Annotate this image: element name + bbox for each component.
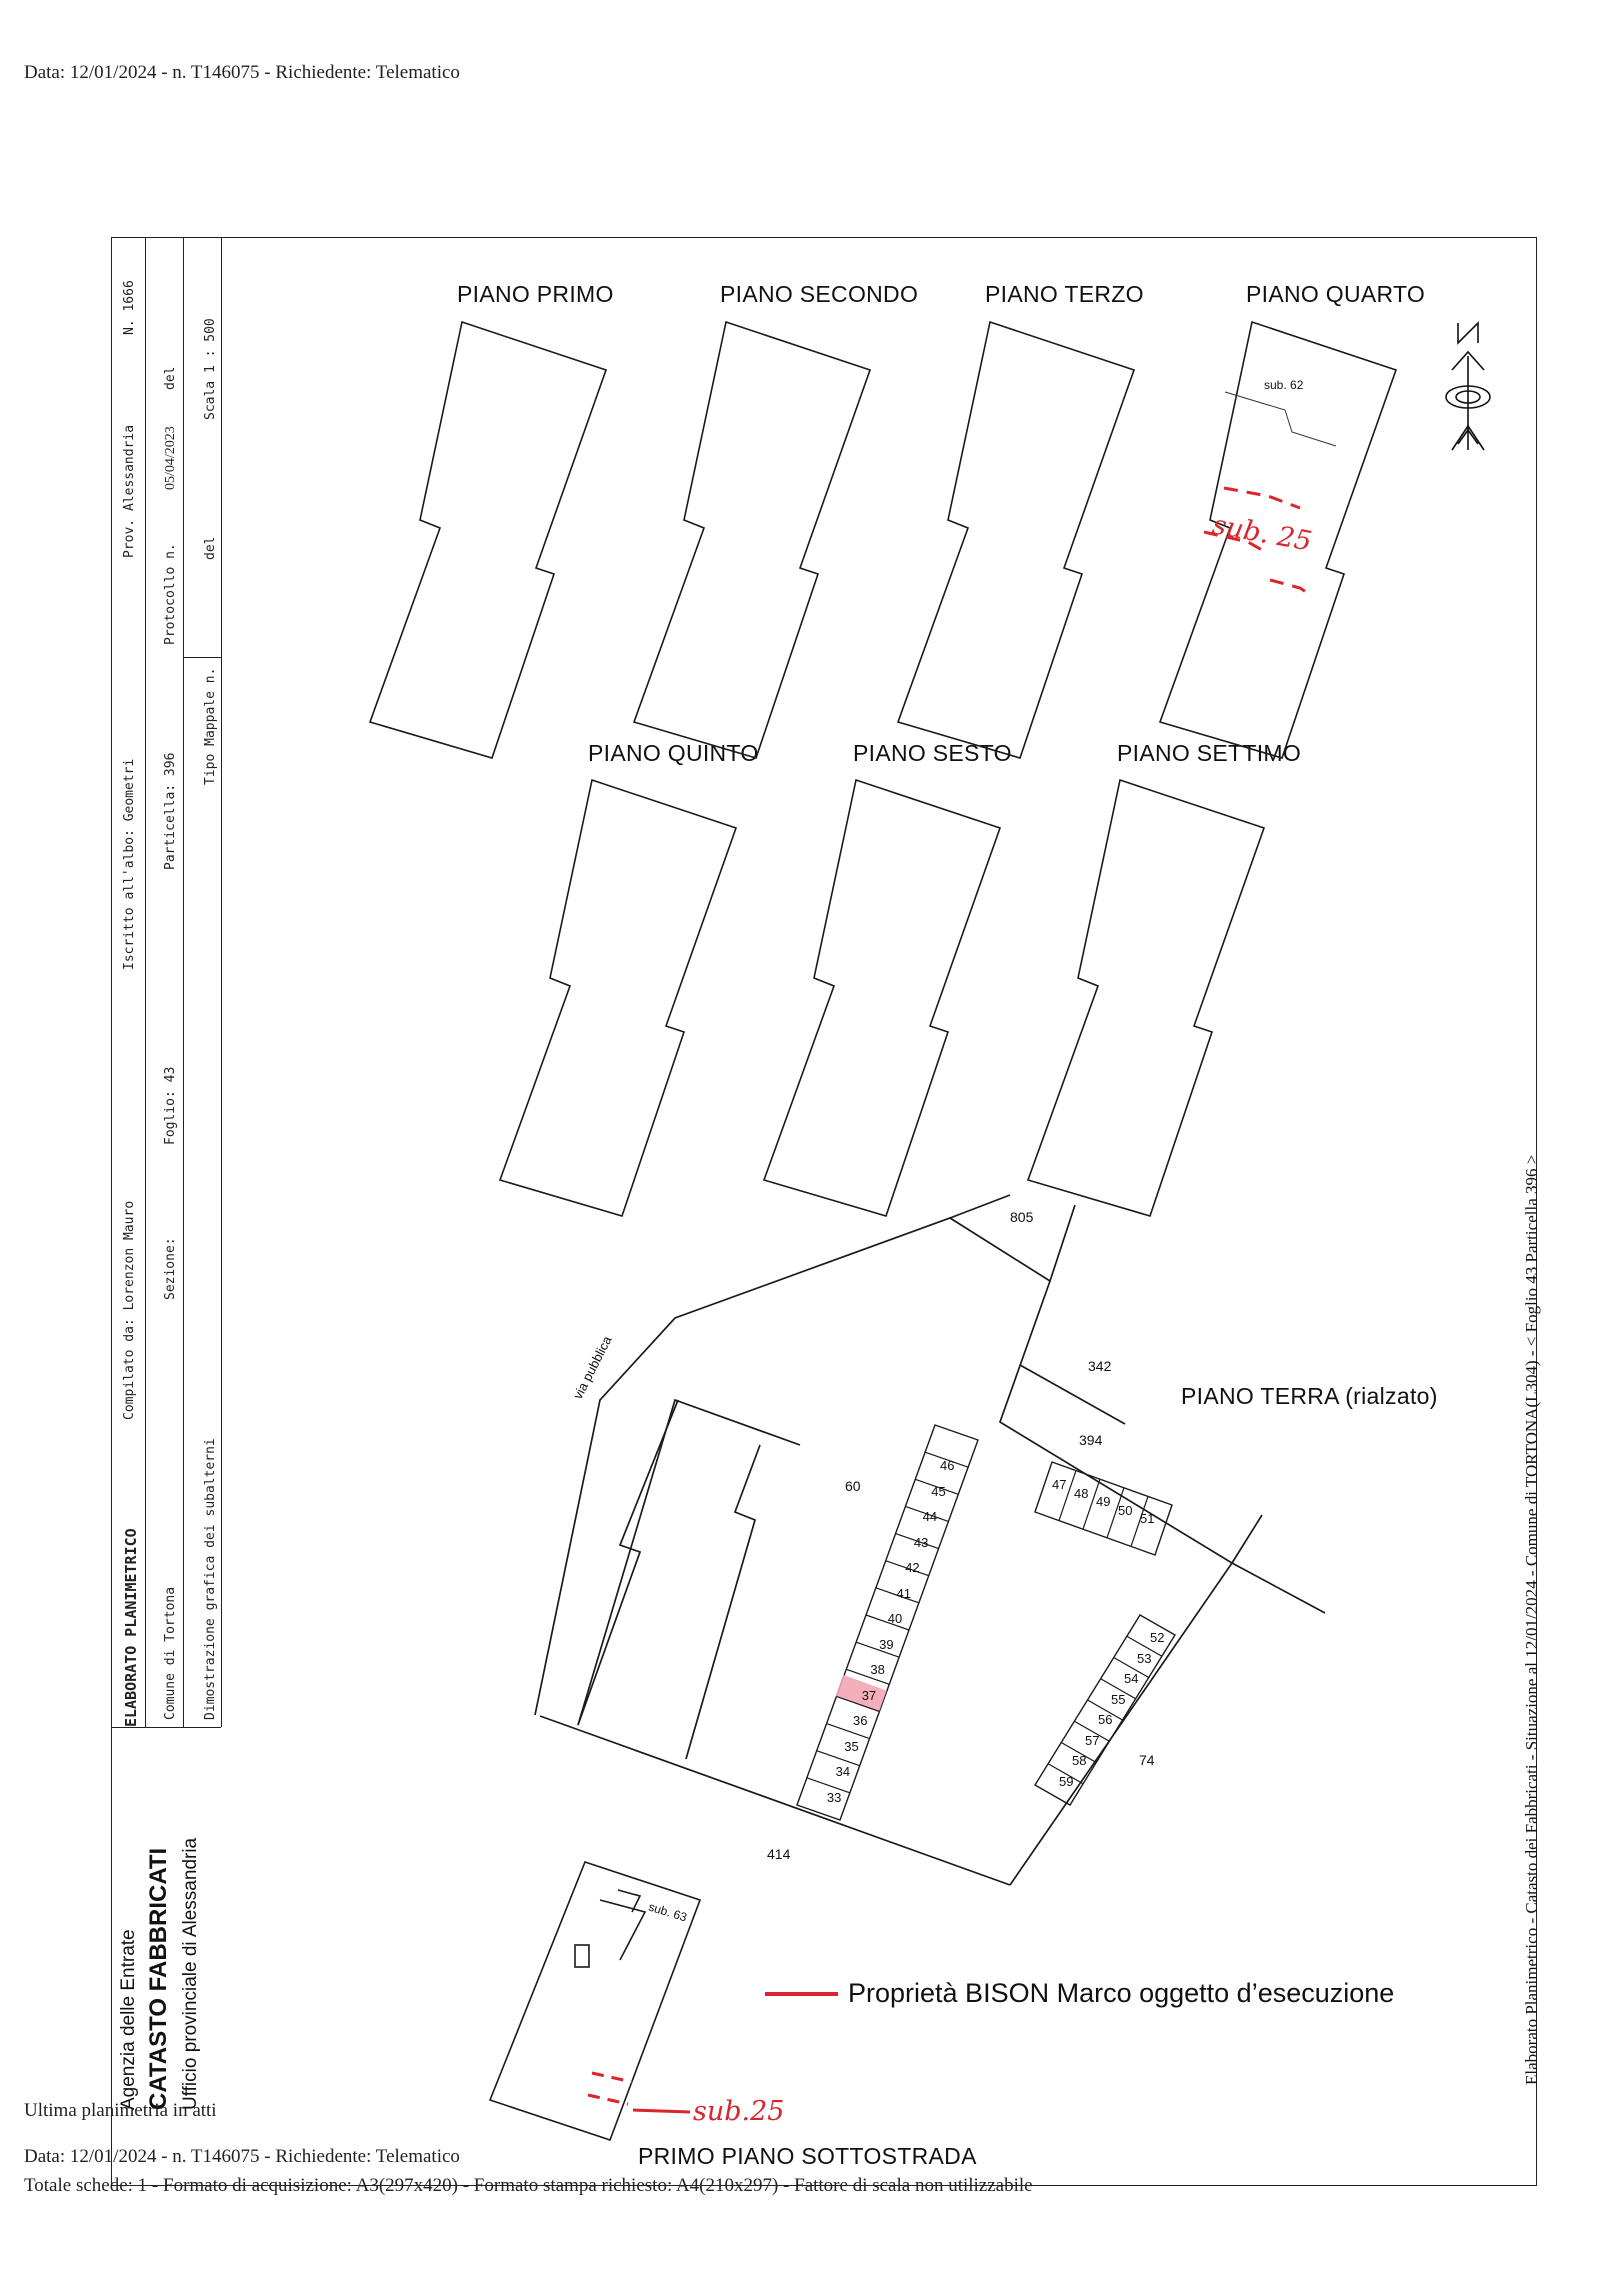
parcel-342: 342	[1088, 1358, 1112, 1374]
floor-title-terra: PIANO TERRA (rialzato)	[1181, 1383, 1438, 1409]
parcel-805: 805	[1010, 1209, 1034, 1225]
agency-line-3: Ufficio provinciale di Alessandria	[180, 1837, 201, 2110]
strip-title: ELABORATO PLANIMETRICO	[122, 1528, 140, 1727]
parcel-394: 394	[1079, 1432, 1103, 1448]
strip-description: Dimostrazione grafica dei subalterni	[203, 1438, 218, 1720]
floor-title-primo: PIANO PRIMO	[457, 281, 614, 307]
floor-title-secondo: PIANO SECONDO	[720, 281, 919, 307]
building-piano-primo	[370, 322, 606, 758]
right-garage-59: 59	[1059, 1773, 1074, 1789]
building-piano-terzo	[898, 322, 1134, 758]
label-via-pubblica: via pubblica	[570, 1333, 615, 1402]
left-garage-33: 33	[826, 1789, 842, 1805]
strip-scala: Scala 1 : 500	[203, 318, 218, 420]
north-arrow-icon	[1446, 323, 1490, 450]
parcel-414: 414	[767, 1846, 791, 1862]
strip-provincia: Prov. Alessandria	[122, 424, 137, 558]
top-garage-50: 50	[1118, 1502, 1133, 1518]
building-piano-settimo	[1028, 780, 1264, 1216]
strip-comune: Comune di Tortona	[163, 1586, 178, 1720]
right-garage-54: 54	[1124, 1671, 1139, 1686]
left-garage-41: 41	[896, 1585, 911, 1601]
parcel-60: 60	[845, 1478, 861, 1494]
strip-sezione: Sezione:	[163, 1237, 178, 1300]
left-garage-40: 40	[887, 1611, 903, 1626]
left-garage-34: 34	[835, 1764, 851, 1779]
footer-ultima: Ultima planimetria in atti	[24, 2100, 217, 2121]
strip-particella: Particella: 396	[163, 752, 178, 870]
left-garage-46: 46	[940, 1458, 955, 1473]
handwritten-sub25-top: sub. 25	[1210, 509, 1314, 558]
top-garage-51: 51	[1140, 1511, 1155, 1526]
building-piano-quinto	[500, 780, 736, 1216]
header-info-line: Data: 12/01/2024 - n. T146075 - Richiedente: Telematico	[24, 62, 460, 83]
strip-del-2: del	[203, 536, 218, 560]
right-garage-55: 55	[1111, 1691, 1126, 1707]
left-garage-43: 43	[913, 1534, 929, 1550]
handwritten-sub25-bottom: sub.25	[693, 2096, 785, 2127]
building-piano-secondo	[634, 322, 870, 758]
footer-totale: Totale schede: 1 - Formato di acquisizione: A3(297x420) - Formato stampa richiesto: A4(210x297) - Fattore di scala non utilizzabile	[24, 2175, 1033, 2196]
right-garage-56: 56	[1098, 1712, 1113, 1727]
legend-text: Proprietà BISON Marco oggetto d’esecuzione	[848, 1978, 1395, 2008]
left-garage-36: 36	[853, 1713, 868, 1728]
side-caption: Elaborato Planimetrico - Catasto dei Fabbricati - Situazione al 12/01/2024 - Comune di TORTONA(L304) - < Foglio 43 Particella 396 >	[1522, 1154, 1541, 2085]
strip-compilato: Compilato da: Lorenzon Mauro	[122, 1200, 137, 1420]
left-garage-38: 38	[870, 1662, 885, 1677]
top-garage-49: 49	[1096, 1494, 1111, 1509]
strip-numero: N. 1666	[122, 280, 137, 335]
parcel-74: 74	[1139, 1752, 1155, 1768]
building-piano-sesto	[764, 780, 1000, 1216]
left-garage-39: 39	[879, 1636, 894, 1652]
left-garage-44: 44	[922, 1509, 938, 1524]
label-sub-63: sub. 63	[646, 1899, 689, 1925]
floor-title-sesto: PIANO SESTO	[853, 740, 1012, 766]
right-garage-52: 52	[1150, 1630, 1165, 1645]
strip-tipo-mappale: Tipo Mappale n.	[203, 667, 218, 785]
floor-title-quinto: PIANO QUINTO	[588, 740, 759, 766]
left-garage-45: 45	[931, 1483, 946, 1499]
floor-title-terzo: PIANO TERZO	[985, 281, 1144, 307]
floor-title-settimo: PIANO SETTIMO	[1117, 740, 1302, 766]
strip-date: 05/04/2023	[163, 426, 178, 490]
right-garage-53: 53	[1137, 1650, 1152, 1666]
top-garage-47: 47	[1052, 1477, 1067, 1492]
left-garage-37: 37	[861, 1687, 877, 1703]
agency-line-2: CATASTO FABBRICATI	[145, 1847, 172, 2110]
strip-iscritto: Iscritto all'albo: Geometri	[122, 758, 137, 970]
floor-title-sottostrada: PRIMO PIANO SOTTOSTRADA	[638, 2143, 977, 2169]
strip-del-1: del	[163, 366, 178, 390]
strip-foglio: Foglio: 43	[163, 1066, 178, 1145]
floor-title-quarto: PIANO QUARTO	[1246, 281, 1426, 307]
right-garage-58: 58	[1072, 1753, 1087, 1768]
left-garage-35: 35	[844, 1738, 859, 1754]
footer-data-line: Data: 12/01/2024 - n. T146075 - Richiedente: Telematico	[24, 2146, 460, 2167]
left-garage-42: 42	[905, 1560, 920, 1575]
right-garage-57: 57	[1085, 1732, 1100, 1748]
top-garage-48: 48	[1074, 1485, 1089, 1501]
label-sub-62: sub. 62	[1264, 378, 1304, 392]
strip-protocollo: Protocollo n.	[163, 543, 178, 645]
agency-line-1: Agenzia delle Entrate	[118, 1929, 139, 2110]
